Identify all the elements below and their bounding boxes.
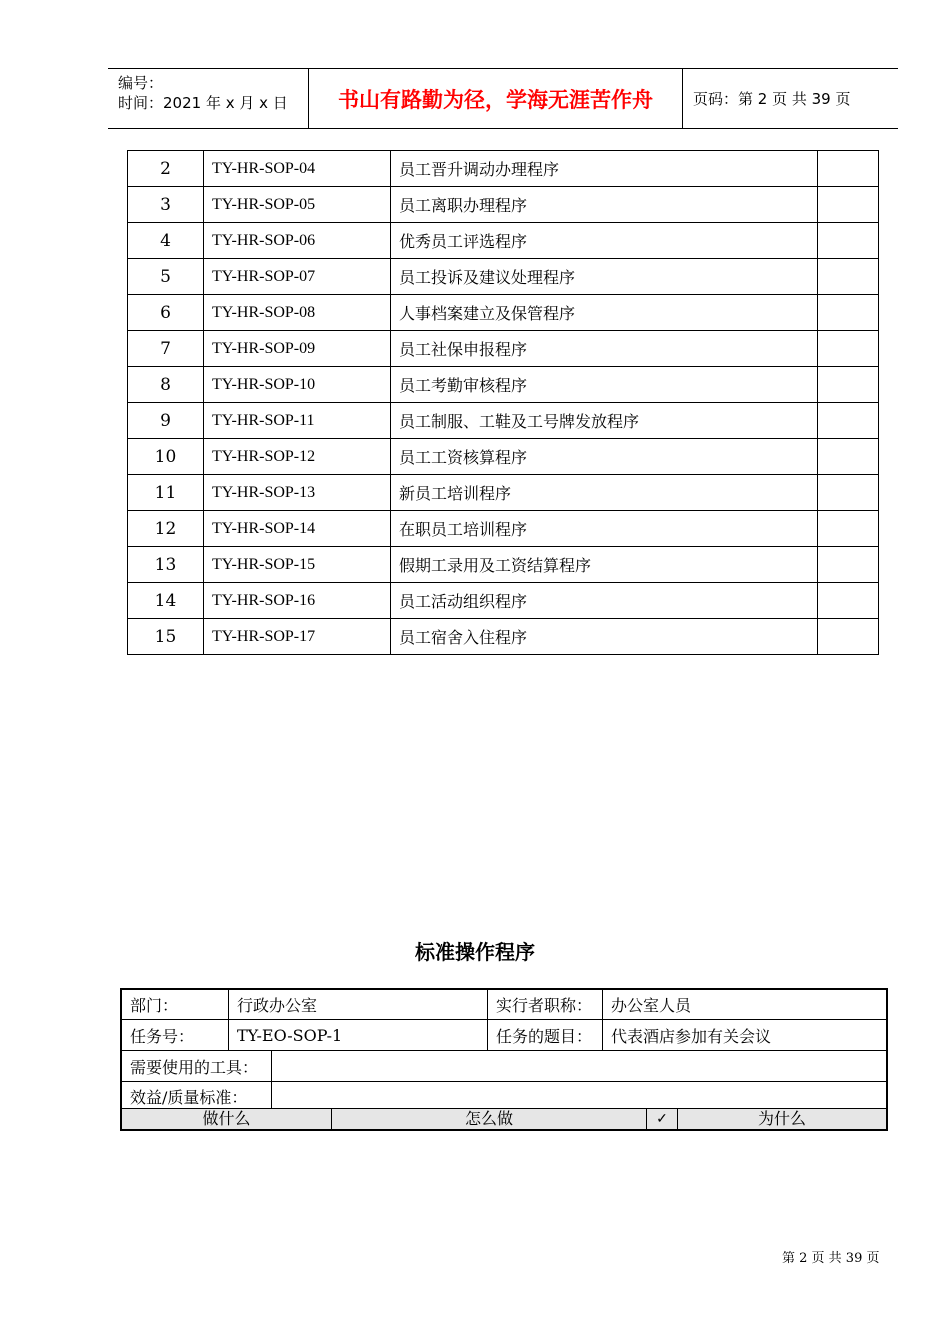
row-code: TY-HR-SOP-11 xyxy=(204,403,391,439)
row-code: TY-HR-SOP-13 xyxy=(204,475,391,511)
row-number: 12 xyxy=(128,511,204,547)
row-remark xyxy=(818,151,879,187)
row-name: 员工活动组织程序 xyxy=(391,583,818,619)
row-number: 4 xyxy=(128,223,204,259)
dept-value: 行政办公室 xyxy=(228,990,487,1019)
row-remark xyxy=(818,331,879,367)
header-motto xyxy=(309,69,683,128)
table-row xyxy=(128,619,879,655)
table-row xyxy=(128,439,879,475)
row-name: 员工社保申报程序 xyxy=(391,331,818,367)
row-number: 15 xyxy=(128,619,204,655)
role-value: 办公室人员 xyxy=(602,990,886,1019)
row-remark xyxy=(818,403,879,439)
row-number: 13 xyxy=(128,547,204,583)
row-code: TY-HR-SOP-09 xyxy=(204,331,391,367)
motto-text: 书山有路勤为径，学海无涯苦作舟 xyxy=(338,87,653,112)
row-number: 11 xyxy=(128,475,204,511)
row-number: 10 xyxy=(128,439,204,475)
row-remark xyxy=(818,583,879,619)
time-label: 时间：2021 年 x 月 x 日 xyxy=(118,94,288,112)
dept-label: 部门： xyxy=(130,996,179,1015)
task-title-value: 代表酒店参加有关会议 xyxy=(602,1020,886,1050)
row-code: TY-HR-SOP-14 xyxy=(204,511,391,547)
row-number: 7 xyxy=(128,331,204,367)
row-code: TY-HR-SOP-08 xyxy=(204,295,391,331)
table-row xyxy=(128,583,879,619)
row-name: 假期工录用及工资结算程序 xyxy=(391,547,818,583)
row-code: TY-HR-SOP-05 xyxy=(204,187,391,223)
row-code: TY-HR-SOP-04 xyxy=(204,151,391,187)
row-name: 人事档案建立及保管程序 xyxy=(391,295,818,331)
header-page-info xyxy=(683,69,898,128)
header-meta xyxy=(108,69,309,128)
row-remark xyxy=(818,259,879,295)
row-code: TY-HR-SOP-17 xyxy=(204,619,391,655)
row-code: TY-HR-SOP-07 xyxy=(204,259,391,295)
task-no-label: 任务号： xyxy=(130,1026,195,1046)
row-name: 优秀员工评选程序 xyxy=(391,223,818,259)
table-row xyxy=(128,475,879,511)
row-remark xyxy=(818,619,879,655)
row-number: 3 xyxy=(128,187,204,223)
row-number: 2 xyxy=(128,151,204,187)
role-label: 实行者职称： xyxy=(487,990,602,1019)
row-remark xyxy=(818,367,879,403)
code-label: 编号： xyxy=(118,74,164,92)
row-code: TY-HR-SOP-15 xyxy=(204,547,391,583)
table-row xyxy=(128,331,879,367)
task-no-value: TY-EO-SOP-1 xyxy=(228,1020,487,1050)
row-quality xyxy=(122,1082,886,1111)
table-row xyxy=(128,187,879,223)
tools-label: 需要使用的工具： xyxy=(130,1057,259,1077)
row-remark xyxy=(818,223,879,259)
quality-value xyxy=(271,1082,886,1111)
row-remark xyxy=(818,511,879,547)
row-code: TY-HR-SOP-06 xyxy=(204,223,391,259)
col-check-icon: ✓ xyxy=(646,1109,677,1129)
row-code: TY-HR-SOP-12 xyxy=(204,439,391,475)
page-header xyxy=(108,68,898,129)
row-tools xyxy=(122,1051,886,1082)
row-name: 在职员工培训程序 xyxy=(391,511,818,547)
row-number: 9 xyxy=(128,403,204,439)
table-row xyxy=(128,367,879,403)
row-number: 5 xyxy=(128,259,204,295)
table-row xyxy=(128,223,879,259)
row-name: 员工制服、工鞋及工号牌发放程序 xyxy=(391,403,818,439)
row-department xyxy=(122,990,886,1020)
col-what: 做什么 xyxy=(202,1109,251,1128)
row-task xyxy=(122,1020,886,1051)
page-info-text: 页码：第 2 页 共 39 页 xyxy=(693,90,851,108)
sop-list-table xyxy=(127,150,879,655)
col-how: 怎么做 xyxy=(331,1109,646,1129)
tools-value xyxy=(271,1051,886,1081)
table-row xyxy=(128,547,879,583)
table-row xyxy=(128,151,879,187)
row-code: TY-HR-SOP-10 xyxy=(204,367,391,403)
row-name: 员工投诉及建议处理程序 xyxy=(391,259,818,295)
table-row xyxy=(128,295,879,331)
table-row xyxy=(128,403,879,439)
row-name: 员工宿舍入住程序 xyxy=(391,619,818,655)
row-name: 新员工培训程序 xyxy=(391,475,818,511)
row-remark xyxy=(818,439,879,475)
row-number: 6 xyxy=(128,295,204,331)
row-remark xyxy=(818,547,879,583)
table-row xyxy=(128,511,879,547)
task-title-label: 任务的题目： xyxy=(487,1020,602,1050)
row-remark xyxy=(818,475,879,511)
row-name: 员工离职办理程序 xyxy=(391,187,818,223)
col-why: 为什么 xyxy=(677,1109,886,1129)
row-name: 员工考勤审核程序 xyxy=(391,367,818,403)
row-code: TY-HR-SOP-16 xyxy=(204,583,391,619)
sop-title: 标准操作程序 xyxy=(415,940,535,964)
row-number: 14 xyxy=(128,583,204,619)
row-remark xyxy=(818,295,879,331)
row-name: 员工晋升调动办理程序 xyxy=(391,151,818,187)
quality-label: 效益/质量标准： xyxy=(130,1088,248,1107)
row-remark xyxy=(818,187,879,223)
row-name: 员工工资核算程序 xyxy=(391,439,818,475)
sop-column-header xyxy=(122,1108,886,1129)
sop-form xyxy=(120,988,888,1131)
row-number: 8 xyxy=(128,367,204,403)
table-row xyxy=(128,259,879,295)
page-footer: 第 2 页 共 39 页 xyxy=(782,1251,880,1266)
